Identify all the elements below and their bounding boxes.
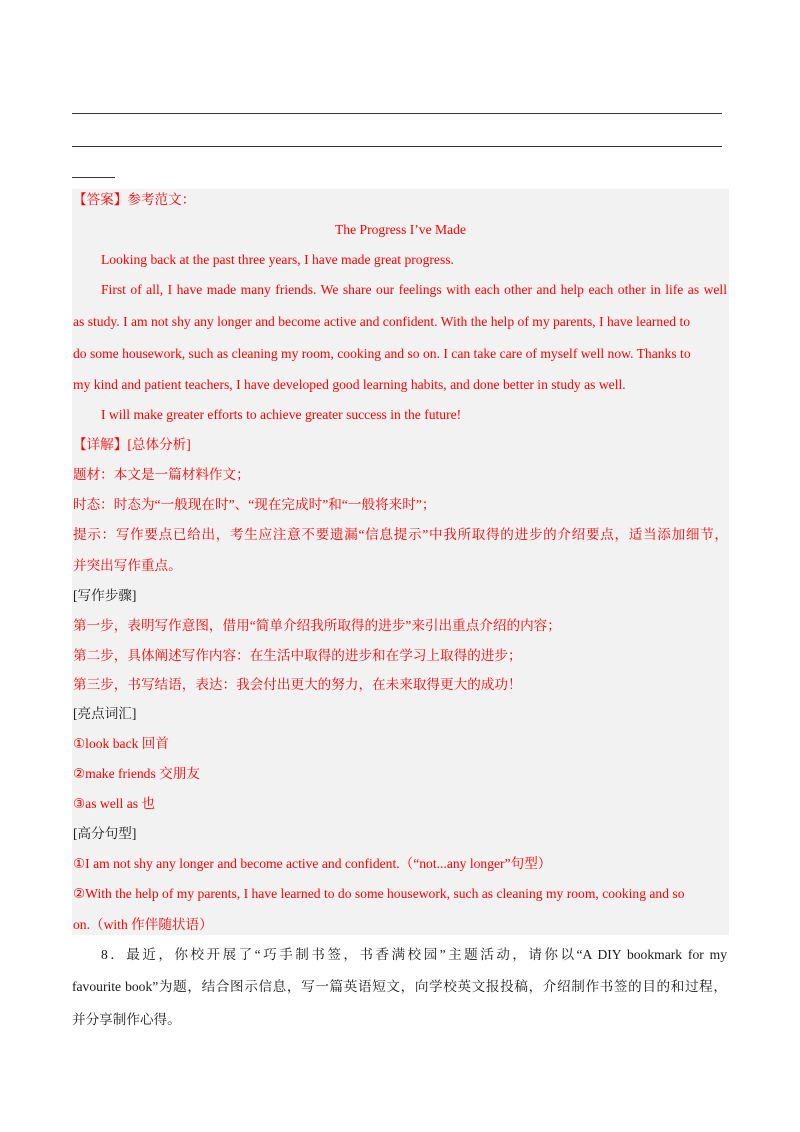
step-line: 第一步，表明写作意图，借用“简单介绍我所取得的进步”来引出重点介绍的内容； bbox=[73, 618, 561, 633]
question-line: favourite book”为题，结合图示信息，写一篇英语短文，向学校英文报投稿，介绍制作书签的目的和过程， bbox=[72, 979, 727, 994]
step-line: 第二步，具体阐述写作内容：在生活中取得的进步和在学习上取得的进步； bbox=[73, 648, 522, 663]
vocab-item: ①look back 回首 bbox=[73, 736, 169, 751]
vocab-item: ②make friends 交朋友 bbox=[73, 766, 200, 781]
question-line: 并分享制作心得。 bbox=[72, 1012, 181, 1027]
steps-header: [写作步骤] bbox=[73, 588, 137, 603]
essay-paragraph-line: Looking back at the past three years, I have made great progress. bbox=[101, 252, 454, 267]
question-line: 8．最近，你校开展了“巧手制书签，书香满校园”主题活动，请你以“A DIY bookmark for my bbox=[101, 947, 727, 962]
analysis-line: 提示：写作要点已给出，考生应注意不要遗漏“信息提示”中我所取得的进步的介绍要点，适当添加细节， bbox=[73, 527, 728, 542]
essay-paragraph-line: my kind and patient teachers, I have developed good learning habits, and done better in study as well. bbox=[73, 377, 626, 392]
essay-title: The Progress I’ve Made bbox=[335, 222, 466, 237]
essay-paragraph-line: I will make greater efforts to achieve greater success in the future! bbox=[101, 407, 462, 422]
answer-blank-line-2 bbox=[72, 146, 722, 147]
answer-blank-line-1 bbox=[72, 113, 722, 114]
sentences-header: [高分句型] bbox=[73, 826, 137, 841]
analysis-line: 时态：时态为“一般现在时”、“现在完成时”和“一般将来时”； bbox=[73, 497, 436, 512]
essay-paragraph-line: do some housework, such as cleaning my room, cooking and so on. I can take care of myself well now. Thanks to bbox=[73, 346, 691, 361]
sentence-item: on.（with 作伴随状语） bbox=[73, 917, 213, 932]
sentence-item: ②With the help of my parents, I have learned to do some housework, such as cleaning my room, cooking and so bbox=[73, 886, 685, 901]
sentence-item: ①I am not shy any longer and become active and confident.（“not...any longer”句型） bbox=[73, 856, 552, 871]
analysis-line: 并突出写作重点。 bbox=[73, 558, 182, 573]
vocab-item: ③as well as 也 bbox=[73, 796, 156, 811]
vocab-header: [亮点词汇] bbox=[73, 706, 137, 721]
essay-paragraph-line: as study. I am not shy any longer and become active and confident. With the help of my parents, I have learned to bbox=[73, 314, 691, 329]
analysis-line: 题材：本文是一篇材料作文； bbox=[73, 467, 250, 482]
essay-paragraph-line: First of all, I have made many friends. We share our feelings with each other and help each other in life as well bbox=[101, 282, 727, 297]
answer-blank-line-3 bbox=[72, 177, 115, 178]
explanation-header: 【详解】[总体分析] bbox=[73, 437, 191, 452]
step-line: 第三步，书写结语，表达：我会付出更大的努力，在未来取得更大的成功！ bbox=[73, 677, 522, 692]
answer-header: 【答案】参考范文： bbox=[73, 192, 196, 207]
